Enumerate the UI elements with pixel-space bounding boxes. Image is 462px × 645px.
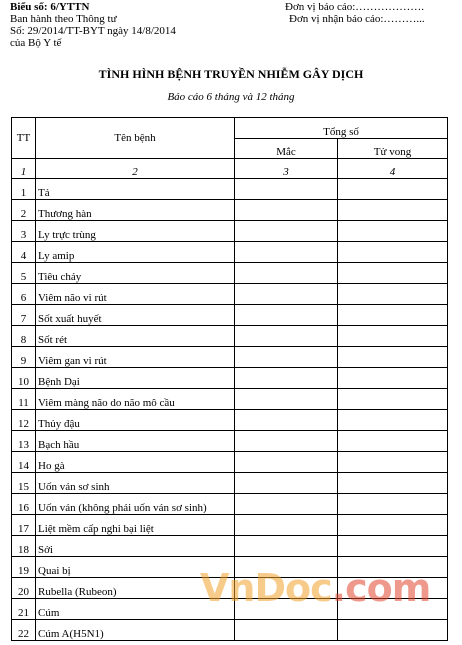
form-header-right [271,1,425,25]
table-row [12,557,448,578]
column-index: 3 [235,159,338,179]
deaths-cell[interactable] [338,284,448,305]
column-index: 2 [36,159,235,179]
cases-cell[interactable] [235,557,338,578]
row-number: 7 [12,305,36,326]
table-row [12,473,448,494]
deaths-cell[interactable] [338,536,448,557]
issued-line-1: Ban hành theo Thông tư [10,13,117,25]
column-index: 1 [12,159,36,179]
cases-cell[interactable] [235,431,338,452]
table-row [12,242,448,263]
deaths-cell[interactable] [338,305,448,326]
header-tt: TT [12,118,36,159]
row-number: 1 [12,179,36,200]
table-row [12,410,448,431]
deaths-cell[interactable] [338,242,448,263]
disease-name: Sốt xuất huyết [36,305,235,326]
cases-cell[interactable] [235,221,338,242]
table-row [12,221,448,242]
disease-name: Liệt mềm cấp nghi bại liệt [36,515,235,536]
deaths-cell[interactable] [338,410,448,431]
form-number: Biểu số: 6/YTTN [10,1,90,13]
table-row [12,515,448,536]
disease-name: Bạch hầu [36,431,235,452]
header-deaths: Tử vong [338,139,448,159]
deaths-cell[interactable] [338,368,448,389]
disease-name: Tiêu chảy [36,263,235,284]
cases-cell[interactable] [235,536,338,557]
deaths-cell[interactable] [338,557,448,578]
disease-name: Viêm gan vi rút [36,347,235,368]
cases-cell[interactable] [235,200,338,221]
table-row [12,368,448,389]
cases-cell[interactable] [235,494,338,515]
table-row [12,536,448,557]
cases-cell[interactable] [235,305,338,326]
disease-table [11,117,448,641]
cases-cell[interactable] [235,389,338,410]
cases-cell[interactable] [235,368,338,389]
row-number: 4 [12,242,36,263]
cases-cell[interactable] [235,179,338,200]
deaths-cell[interactable] [338,221,448,242]
cases-cell[interactable] [235,326,338,347]
cases-cell[interactable] [235,515,338,536]
header-cases: Mắc [235,139,338,159]
row-number: 17 [12,515,36,536]
row-number: 22 [12,620,36,641]
column-index: 4 [338,159,448,179]
cases-cell[interactable] [235,599,338,620]
row-number: 12 [12,410,36,431]
cases-cell[interactable] [235,347,338,368]
table-row [12,347,448,368]
report-title: TÌNH HÌNH BỆNH TRUYỀN NHIỄM GÂY DỊCH [98,67,364,81]
deaths-cell[interactable] [338,599,448,620]
row-number: 15 [12,473,36,494]
deaths-cell[interactable] [338,179,448,200]
disease-name: Uốn ván sơ sinh [36,473,235,494]
table-row [12,494,448,515]
deaths-cell[interactable] [338,200,448,221]
disease-name: Uốn ván (không phải uốn ván sơ sinh) [36,494,235,515]
column-index-row [12,159,448,179]
cases-cell[interactable] [235,284,338,305]
disease-name: Bệnh Dại [36,368,235,389]
row-number: 5 [12,263,36,284]
cases-cell[interactable] [235,473,338,494]
deaths-cell[interactable] [338,263,448,284]
deaths-cell[interactable] [338,620,448,641]
disease-name: Tả [36,179,235,200]
disease-name: Rubella (Rubeon) [36,578,235,599]
table-row [12,599,448,620]
cases-cell[interactable] [235,578,338,599]
disease-name: Ly amip [36,242,235,263]
issued-line-3: của Bộ Y tế [10,37,62,49]
table-row [12,200,448,221]
deaths-cell[interactable] [338,326,448,347]
disease-name: Viêm não vi rút [36,284,235,305]
cases-cell[interactable] [235,452,338,473]
cases-cell[interactable] [235,620,338,641]
row-number: 21 [12,599,36,620]
table-row [12,326,448,347]
cases-cell[interactable] [235,263,338,284]
deaths-cell[interactable] [338,347,448,368]
disease-name: Cúm A(H5N1) [36,620,235,641]
row-number: 10 [12,368,36,389]
form-header-left [10,1,176,49]
row-number: 2 [12,200,36,221]
disease-name: Quai bị [36,557,235,578]
row-number: 16 [12,494,36,515]
disease-name: Ho gà [36,452,235,473]
row-number: 11 [12,389,36,410]
disease-name: Cúm [36,599,235,620]
table-row [12,305,448,326]
row-number: 3 [12,221,36,242]
receiving-unit: Đơn vị nhận báo cáo:………... [289,13,425,25]
table-body [12,179,448,641]
table-row [12,263,448,284]
table-row [12,620,448,641]
deaths-cell[interactable] [338,452,448,473]
deaths-cell[interactable] [338,389,448,410]
deaths-cell[interactable] [338,515,448,536]
row-number: 6 [12,284,36,305]
table-row [12,431,448,452]
disease-name: Thương hàn [36,200,235,221]
row-number: 18 [12,536,36,557]
disease-name: Sởi [36,536,235,557]
row-number: 19 [12,557,36,578]
header-disease-name: Tên bệnh [36,118,235,159]
disease-name: Thủy đậu [36,410,235,431]
reporting-unit: Đơn vị báo cáo:………………. [285,1,425,13]
deaths-cell[interactable] [338,578,448,599]
table-row [12,452,448,473]
row-number: 20 [12,578,36,599]
table-row [12,284,448,305]
table-row [12,179,448,200]
row-number: 9 [12,347,36,368]
cases-cell[interactable] [235,410,338,431]
deaths-cell[interactable] [338,494,448,515]
issued-line-2: Số: 29/2014/TT-BYT ngày 14/8/2014 [10,25,176,37]
disease-name: Sốt rét [36,326,235,347]
row-number: 8 [12,326,36,347]
row-number: 13 [12,431,36,452]
row-number: 14 [12,452,36,473]
disease-name: Viêm màng não do não mô cầu [36,389,235,410]
table-row [12,389,448,410]
table-row [12,578,448,599]
deaths-cell[interactable] [338,431,448,452]
vndoc-watermark-logo: VnDoc.com [200,566,431,610]
cases-cell[interactable] [235,242,338,263]
disease-name: Ly trực trùng [36,221,235,242]
deaths-cell[interactable] [338,473,448,494]
report-subtitle: Báo cáo 6 tháng và 12 tháng [167,91,295,103]
header-total: Tổng số [235,118,448,139]
